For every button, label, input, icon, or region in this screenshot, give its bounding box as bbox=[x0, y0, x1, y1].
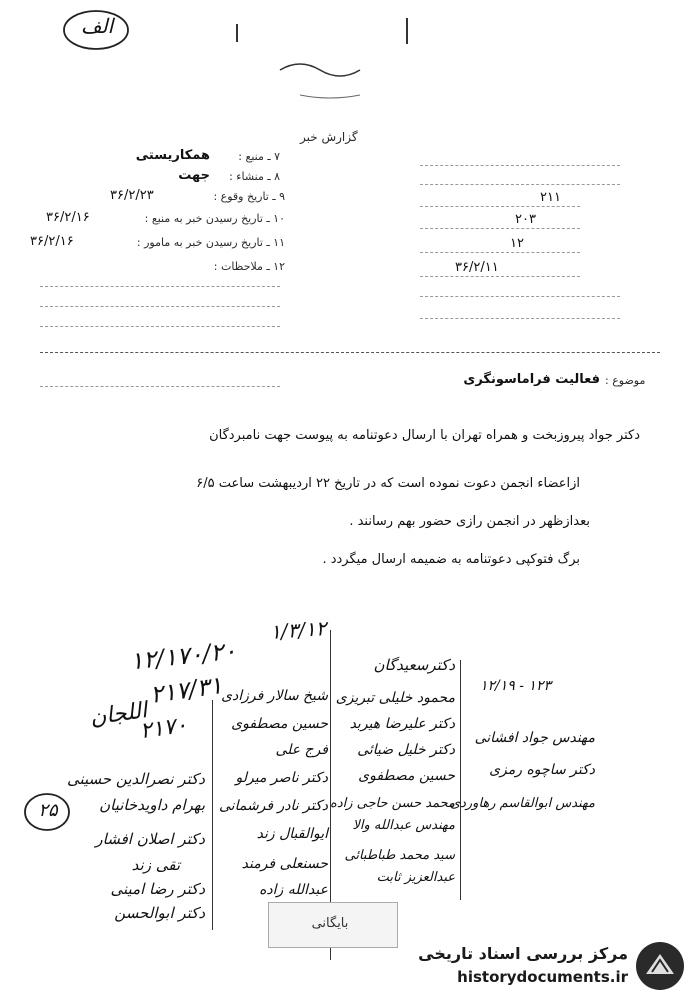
header-mark bbox=[406, 18, 416, 44]
logo-title: مرکز بررسی اسناد تاریخی bbox=[418, 944, 628, 963]
handwritten-name: عبدالله زاده bbox=[259, 882, 328, 898]
handwritten-name: دکتر ساچوه رمزی bbox=[489, 762, 595, 778]
handwritten-name: شیخ سالار فرزادی bbox=[221, 688, 328, 704]
handwritten-name: دکتر رضا امینی bbox=[110, 880, 205, 898]
handwritten-name: بهرام داویدخانیان bbox=[99, 796, 205, 814]
field-value: ۳۶/۲/۲۳ bbox=[110, 188, 154, 203]
handwritten-code: ۲۱۷/۳۱ bbox=[148, 671, 225, 709]
handwritten-heading: دکترسعیدگان bbox=[373, 656, 455, 674]
form-title: گزارش خبر bbox=[300, 130, 358, 144]
field-value: ۳۶/۲/۱۶ bbox=[46, 210, 90, 225]
bottom-stamp-text: بایگانی bbox=[311, 916, 349, 931]
form-dotted-line bbox=[420, 165, 620, 166]
form-dotted-line bbox=[420, 318, 620, 319]
separator-rule bbox=[40, 352, 660, 353]
handwritten-code: ۲۱۷۰ bbox=[138, 712, 189, 745]
field-label: ۸ ـ منشاء : bbox=[229, 170, 280, 183]
book-logo-icon bbox=[634, 940, 686, 992]
handwritten-heading: اللجان bbox=[88, 698, 149, 731]
handwritten-name: فرج علی bbox=[275, 742, 328, 758]
form-dotted-line bbox=[40, 286, 280, 287]
handwritten-name: دکتر ناصر میرلو bbox=[235, 770, 328, 786]
form-dotted-line bbox=[420, 228, 580, 229]
handwritten-name: محمد حسن حاجی زاده bbox=[330, 796, 455, 811]
letterhead-emblem bbox=[270, 40, 390, 120]
handwritten-ref: ۱۲/۱۹ - ۱۲۳ bbox=[480, 678, 551, 694]
right-field-value: ۱۲ bbox=[510, 236, 524, 251]
header-mark bbox=[236, 24, 246, 42]
handwritten-name: دکتر اصلان افشار bbox=[95, 830, 205, 848]
form-dotted-line bbox=[420, 252, 580, 253]
handwritten-name: مهندس ابوالقاسم رهاوردی bbox=[449, 796, 595, 811]
circled-number: ۲۵ bbox=[38, 800, 58, 821]
form-dotted-line bbox=[420, 296, 620, 297]
field-value: جهت bbox=[178, 168, 210, 183]
handwritten-name: ایوالقبال زند bbox=[256, 826, 328, 842]
field-label: ۹ ـ تاریخ وقوع : bbox=[213, 190, 285, 203]
column-divider bbox=[212, 700, 213, 930]
form-dotted-line bbox=[420, 206, 580, 207]
handwritten-ref: ۱/۳/۱۲ bbox=[269, 616, 328, 644]
form-dotted-line bbox=[40, 386, 280, 387]
handwritten-name: حسین مصطفوی bbox=[231, 716, 328, 732]
handwritten-name: دکتر نادر فرشمانی bbox=[219, 798, 328, 814]
logo-url: historydocuments.ir bbox=[457, 968, 628, 986]
handwritten-name: حسین مصطفوی bbox=[358, 768, 455, 784]
body-line: دکتر جواد پیروزبخت و همراه تهران با ارسال دعوتنامه به پیوست جهت نامبردگان bbox=[209, 428, 640, 443]
handwritten-name: تقی زند bbox=[131, 856, 180, 874]
handwritten-name: عبدالعزیز ثابت bbox=[376, 870, 455, 885]
handwritten-name: مهندس عبدالله والا bbox=[352, 818, 455, 833]
handwritten-code: ۱۲/۱۷۰/۲۰ bbox=[128, 636, 238, 676]
form-dotted-line bbox=[420, 184, 620, 185]
right-field-value: ۳۶/۲/۱۱ bbox=[455, 260, 499, 275]
subject-value: فعالیت فراماسونگری bbox=[463, 372, 600, 387]
body-line: بعدازظهر در انجمن رازی حضور بهم رسانند . bbox=[349, 514, 590, 529]
form-dotted-line bbox=[40, 326, 280, 327]
field-value: همکاریستی bbox=[135, 148, 210, 163]
right-field-value: ۲۰۳ bbox=[515, 212, 536, 227]
field-value: ۳۶/۲/۱۶ bbox=[30, 234, 74, 249]
body-line: ازاعضاء انجمن دعوت نموده است که در تاریخ ۲۲ اردیبهشت ساعت ۶/۵ bbox=[196, 476, 580, 491]
handwritten-name: مهندس جواد افشانی bbox=[474, 730, 595, 746]
handwritten-name: دکتر نصرالدین حسینی bbox=[66, 770, 205, 788]
handwritten-name: دکتر خلیل ضیائی bbox=[357, 742, 455, 758]
handwritten-name: حسنعلی فرمند bbox=[241, 856, 328, 872]
right-field-value: ۲۱۱ bbox=[540, 190, 561, 205]
handwritten-name: سید محمد طباطبائی bbox=[344, 848, 455, 863]
form-dotted-line bbox=[40, 306, 280, 307]
field-label: ۷ ـ منبع : bbox=[238, 150, 280, 163]
field-label: ۱۱ ـ تاریخ رسیدن خبر به مامور : bbox=[136, 236, 285, 249]
handwritten-name: دکتر علیرضا هیربد bbox=[349, 716, 455, 732]
body-line: برگ فتوکپی دعوتنامه به ضمیمه ارسال میگردد . bbox=[322, 552, 580, 567]
form-dotted-line bbox=[420, 276, 580, 277]
field-label: ۱۲ ـ ملاحظات : bbox=[213, 260, 285, 273]
field-label: ۱۰ ـ تاریخ رسیدن خبر به منبع : bbox=[144, 212, 285, 225]
handwritten-name: محمود خلیلی تبریزی bbox=[335, 690, 455, 706]
subject-label: موضوع : bbox=[605, 374, 646, 387]
badge-label: الف bbox=[80, 14, 114, 38]
handwritten-name: دکتر ابوالحسن bbox=[114, 904, 205, 922]
column-divider bbox=[460, 660, 461, 900]
